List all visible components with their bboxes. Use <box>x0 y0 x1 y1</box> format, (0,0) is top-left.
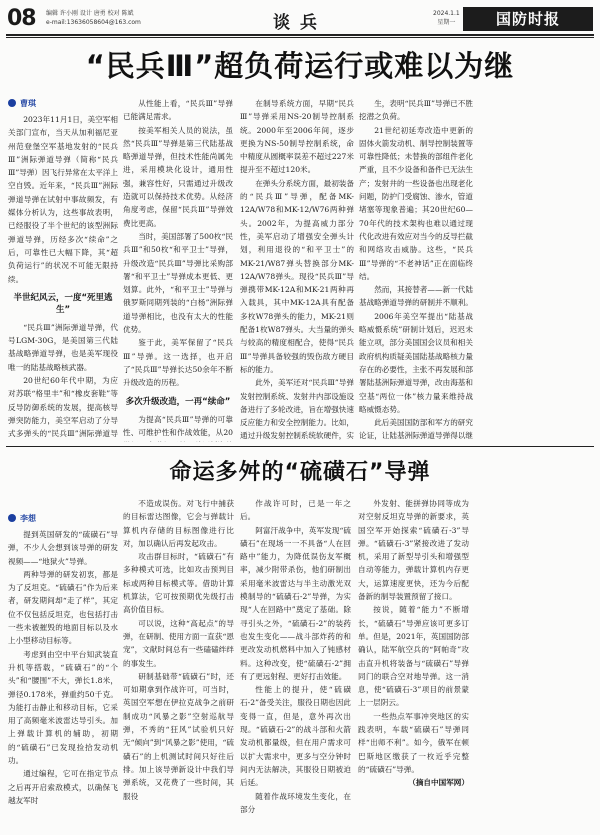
subheading: 多次升级改造，一再“续命” <box>125 396 231 407</box>
paragraph: 20世纪60年代中期，为应对苏联“格里丰”和“橡皮套鞋”等反导防御系统的发展，提高核导弹突防能力，美空军启动了分导式多弹头的“民兵Ⅲ”洲际弹道导 <box>8 376 118 439</box>
paragraph: 21世纪初延寿改造中更新的固体火箭发动机、制导控制装置等可靠性降低；未替换的部组件老化严重，且不少设备和备件已无法生产；发射井的一些设备也出现老化问题，防护门受腐蚀、渗水，管道堵塞等现象普遍；其20世纪60—70年代的技术架构也难以通过现代化改进有效应对当今的反导拦截和网络攻击威胁。这些，“民兵Ⅲ”导弹的“不老神话”正在面临终结。 <box>359 125 473 281</box>
page-number: 08 <box>7 6 36 31</box>
paragraph: 然而，其接替者——新一代陆基战略弹道导弹的研制并不顺利。 <box>359 285 473 308</box>
paragraph: 攻击群目标时，“硫磺石”有多种模式可选，比如攻击预判目标或两种目标模式等。借助计算机算法，它可按预期优先级打击高价值目标。 <box>123 552 234 615</box>
article-divider <box>6 446 594 447</box>
paragraph: 提到英国研发的“硫磺石”导弹，不少人会想到该导弹的研发视频——“地狱火”导弹。 <box>8 530 118 566</box>
paragraph: 研制基础带“硫磺石”时，还可如期拿到作战许可，可当时，英国空军想在伊拉克战争之前研制成功“风暴之影”空射巡航导弹，不秀的“狂风”试验机只好无“倾向”到“风暴之影”使用，“硫磺石”的上机测试时间只好往后排。加上该导弹新设计中我们导弹系统，又花费了一些时间，其服役 <box>123 671 234 801</box>
article1-column-2 <box>123 97 233 442</box>
paragraph: 此后美国国防部和军方的研究论证，让陆基洲际弹道导弹得以继 <box>359 418 473 441</box>
section-title: 谈兵 <box>273 13 327 33</box>
article1-byline <box>8 97 118 111</box>
source-credit: （摘自中国军网） <box>408 778 469 788</box>
article2-col1-body <box>8 528 118 807</box>
byline-bullet-icon <box>8 99 16 107</box>
subheading: 半世纪风云，一度“死里逃生” <box>13 292 113 315</box>
paragraph: 阿富汗战争中，英军发现“硫磺石”在现场一一不具备“人在回路中”能力，为降低误伤友军概率，减少附带杀伤，他们研制出采用毫米波雷达与半主动激光双模制导的“硫磺石-2”导弹，为实现“人在回路中”奠定了基础。除寻引头之外，“硫磺石-2”的装药也发生变化——战斗部炸药的和更改发动机燃料中加入了钝感材料。这种改变，使“硫磺石-2”拥有了更远射程、更好打击效能。 <box>240 525 351 681</box>
paragraph: 不造成误伤。对飞行中捕获的目标雷达图像，它会与弹载计算机内存储的目标图像进行比对，加以确认后再发起攻击。 <box>123 499 234 548</box>
article2-column-3 <box>240 497 351 830</box>
paragraph: 在制导系统方面，早期“民兵Ⅲ”导弹采用NS-20制导控制系统。2000年至2006年间，逐步更换为NS-50制导控制系统，命中精度从圆概率误差不超过227米提升至不超过120米。 <box>240 99 354 175</box>
paragraph: 鉴于此，美军保留了“民兵Ⅲ”导弹。这一选择，也开启了“民兵Ⅲ”导弹长达50余年不断升级改造的历程。 <box>123 338 233 388</box>
paragraph: 为提高“民兵Ⅲ”导弹的可靠性、可维护性和作战效能，从20 <box>123 414 233 437</box>
article1-col1-body <box>8 113 118 442</box>
paragraph: “民兵Ⅲ”洲际弹道导弹，代号LGM-30G，是美国第三代陆基战略弹道导弹，也是美军现役唯一的陆基战略核武器。 <box>8 322 118 372</box>
article2-author: 李想 <box>20 514 36 523</box>
paragraph: 两种导弹的研发初衷，都是为了反坦克。“硫磺石”作为后来者，研发期间却“走了样”，其定位不仅包括反坦克，也包括打击一些未被摧毁的地面目标以及水上小型移动目标等。 <box>8 569 118 646</box>
issue-date-value: 2024.1.1 <box>433 10 460 17</box>
newspaper-masthead: 国防时报 <box>463 7 593 31</box>
paragraph: 外发射、能拼弹协同等成为对空射反坦克导弹的新要求，英国空军开始探索“硫磺石-3”导弹。“硫磺石-3”紧接改进了发动机，采用了新型导引头和增强型自动等能力，弹载计算机内存更大，运算速度更快，还为今后配备新的制导装置预留了接口。 <box>358 499 469 602</box>
article2-byline <box>8 512 118 526</box>
article2-column-1 <box>8 512 118 830</box>
paragraph: 按说，随着“能力”不断增长，“硫磺石”导弹应该可更多订单。但是，2021年，英国国防部确认，陆军航空兵的“阿帕奇”攻击直升机将装备与“硫磺石”导弹同门的联合空对地导弹。这一消息，使“硫磺石-3”项目的前景蒙上一层阴云。 <box>358 605 469 708</box>
editor-names: 编辑 许小刚 设计 唐勇 校对 陈斌 <box>46 10 134 17</box>
paragraph: 当时，美国部署了500枚“民兵Ⅲ”和50枚“和平卫士”导弹，升级改造“民兵Ⅲ”导弹比采购部署“和平卫士”导弹成本更低、更划算。此外，“和平卫士”导弹与俄罗斯同期列装的“白杨”洲际弹道导弹相比，也没有太大的性能优势。 <box>123 231 233 335</box>
paragraph: 作战许可时，已是一年之后。 <box>240 499 351 522</box>
article2-column-2 <box>123 497 234 830</box>
article1-column-4 <box>359 97 473 442</box>
paragraph: 性能上的提升，使“硫磺石-2”备受关注，服役日期也因此变得一直，但是，意外再次出现。“硫磺石-2”的战斗部和火箭发动机都量级，但在用户需求可以扩大需求中，更多与空分钟时间内无法解决，其服役日期被迫后延。 <box>240 685 351 788</box>
header-rule-thin <box>6 37 594 38</box>
paragraph: 2006年美空军提出“陆基战略威慑系统”研制计划后，迟迟未能立项，部分美国国会议员和相关政府机构质疑美国陆基战略核力量存在的必要性，主张不再发展和部署陆基洲际弹道导弹，改由海基和空基“两位一体”核力量来维持战略威慑态势。 <box>359 311 473 414</box>
paragraph: 从性能上看，“民兵Ⅲ”导弹已能满足需求。 <box>123 99 233 122</box>
paragraph: 按美军相关人员的说法，虽然“民兵Ⅲ”导弹是第三代陆基战略弹道导弹，但技术性能尚属先进，采用模块化设计，通用性强，兼容性好，只需通过升级改造就可以保持技术优势。从经济角度考虑，保留“民兵Ⅲ”导弹效费比更高。 <box>123 125 233 228</box>
article1-column-3 <box>240 97 354 442</box>
issue-date <box>433 9 460 27</box>
issue-weekday: 星期一 <box>437 19 456 26</box>
header-rule <box>6 34 594 36</box>
paragraph: 通过编程，它可在指定节点之后再开启索敌模式，以确保飞越友军时 <box>8 769 118 805</box>
article1-headline: “民兵Ⅲ”超负荷运行或难以为继 <box>85 49 515 83</box>
paragraph: 2023年11月1日，美空军相关部门宣布，当天从加利福尼亚州范登堡空军基地发射的“民兵Ⅲ”洲际弹道导弹（简称“民兵Ⅲ”导弹）因飞行异常在太平洋上空自毁。近年来，“民兵Ⅲ”洲际弹道导弹在试射中事故频发，有媒体分析认为，这些事故表明，已经服役了半个世纪的该型洲际弹道导弹，历经多次“续命”之后，可靠性已大幅下降，其“超负荷运行”的状况不可能无限持续。 <box>8 115 118 284</box>
article2-headline: 命运多舛的“硫磺石”导弹 <box>169 460 431 485</box>
paragraph: 随着作战环境发生变化，在部分 <box>240 791 351 814</box>
paragraph: 在弹头分系统方面，最初装备的“民兵Ⅲ”导弹，配备MK-12A/W78和MK-12/W76两种弹头。2002年，为提高威力部分性，美军启动了增强安全弹头计划，利用退役的“和平卫士”的MK-21/W87弹头替换部分MK-12A/W78弹头。现役“民兵Ⅲ”导弹携带MK-12A和MK-21两种再入载具，其中MK-12A具有配备多枚W78弹头的能力，MK-21则配备1枚W87弹头。大当量的弹头与较高的精度相配合，使得“民兵Ⅲ”导弹具备较强的毁伤敌方硬目标的能力。 <box>240 178 354 374</box>
paragraph: 考虑到由空中平台知武装直升机等搭载，“硫磺石”的“个头”和“腰围”不大，弹长1.8米，弹径0.178米，弹重约50千克。为能打击静止和移动目标，它采用了高频毫米波雷达导引头。加上弹载计算机的辅助，初期的“硫磺石”已发现捡拾发动机功。 <box>8 649 118 766</box>
article2-column-4 <box>358 497 469 830</box>
paragraph: 此外，美军还对“民兵Ⅲ”导弹发射控制系统、发射井内部设施设备进行了多轮改进，旨在增强快速反应能力和安全控制能力。比如，通过升级发射控制系统软硬件，实 <box>240 378 354 441</box>
article1-author: 曹琪 <box>20 99 36 108</box>
paragraph: 一些热点军事冲突地区的实践表明，车载“硫磺石”导弹同样“出师不利”。如今，俄军在顿巴斯地区缴获了一枚近乎完整的“硫磺石”导弹。 <box>358 711 469 774</box>
paragraph: 可以说，这种“高起点”的导弹，在研制、使用方面一直获“恩宠”，文献时间总有一些磕磕绊绊的事发生。 <box>123 618 234 668</box>
paragraph: 生，表明“民兵Ⅲ”导弹已不胜挖潜之负荷。 <box>359 99 473 122</box>
article1-column-1 <box>8 97 118 442</box>
byline-bullet-icon <box>8 514 16 522</box>
editor-email: e-mail:13636058604@163.com <box>46 19 141 26</box>
